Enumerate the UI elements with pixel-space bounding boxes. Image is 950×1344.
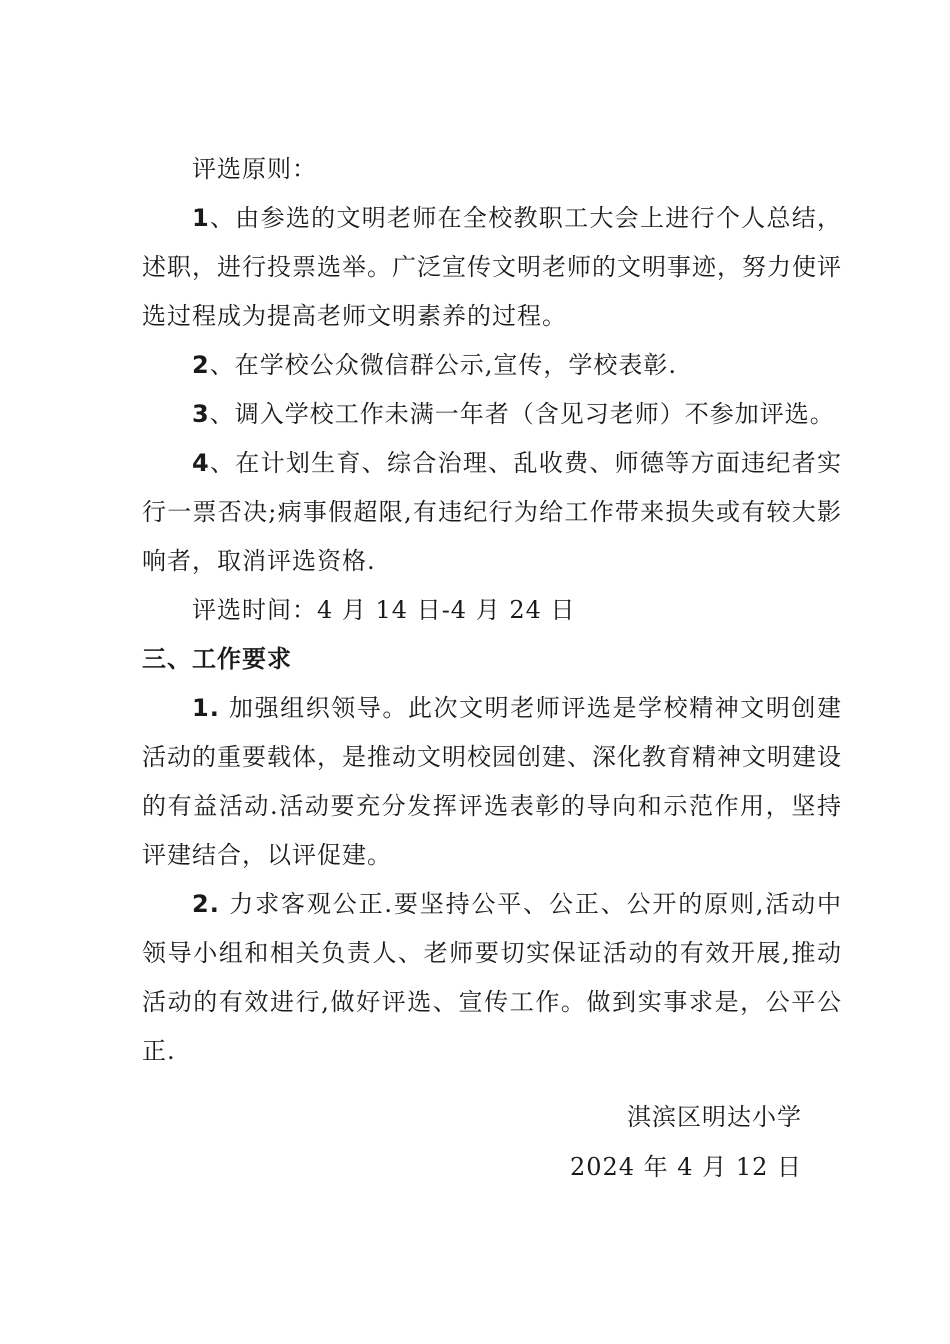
- signature-school: 淇滨区明达小学: [627, 1103, 802, 1131]
- paragraph-text: 、由参选的文明老师在全校教职工大会上进行个人总结，述职，进行投票选举。广泛宣传文明老师的文明事迹，努力使评选过程成为提高老师文明素养的过程。: [142, 204, 842, 330]
- paragraph-requirement-2: [142, 880, 842, 1076]
- paragraph-text: 、在学校公众微信群公示,宣传，学校表彰.: [209, 351, 677, 379]
- paragraph-criteria-4: [142, 439, 842, 586]
- paragraph-text: 评选时间：4 月 14 日-4 月 24 日: [192, 596, 576, 624]
- paragraph-text: 加强组织领导。此次文明老师评选是学校精神文明创建活动的重要载体，是推动文明校园创建、深化教育精神文明建设的有益活动.活动要充分发挥评选表彰的导向和示范作用，坚持评建结合，以评促建。: [142, 694, 842, 869]
- paragraph-criteria-3: [142, 390, 842, 439]
- paragraph-text: 、调入学校工作未满一年者（含见习老师）不参加评选。: [209, 400, 835, 428]
- item-number: 2: [192, 351, 210, 379]
- paragraph-criteria-2: [142, 341, 842, 390]
- paragraph-requirement-1: [142, 684, 842, 880]
- section-heading: [142, 635, 842, 684]
- paragraph-text: 、在计划生育、综合治理、乱收费、师德等方面违纪者实行一票否决;病事假超限,有违纪行为给工作带来损失或有较大影响者，取消评选资格.: [142, 449, 842, 575]
- item-number: 1: [192, 204, 210, 232]
- signature-date: 2024 年 4 月 12 日: [569, 1153, 802, 1181]
- item-number: 3: [192, 400, 210, 428]
- item-number: 2.: [192, 890, 220, 918]
- document-body: [142, 145, 842, 1076]
- heading-text: 三、工作要求: [142, 645, 292, 673]
- paragraph-criteria-1: [142, 194, 842, 341]
- item-number: 4: [192, 449, 210, 477]
- item-number: 1.: [192, 694, 220, 722]
- paragraph-schedule: [142, 586, 842, 635]
- paragraph-text: 力求客观公正.要坚持公平、公正、公开的原则,活动中领导小组和相关负责人、老师要切实保证活动的有效开展,推动活动的有效进行,做好评选、宣传工作。做到实事求是，公平公正.: [142, 890, 842, 1065]
- paragraph-criteria-title: [142, 145, 842, 194]
- paragraph-text: 评选原则：: [192, 155, 317, 183]
